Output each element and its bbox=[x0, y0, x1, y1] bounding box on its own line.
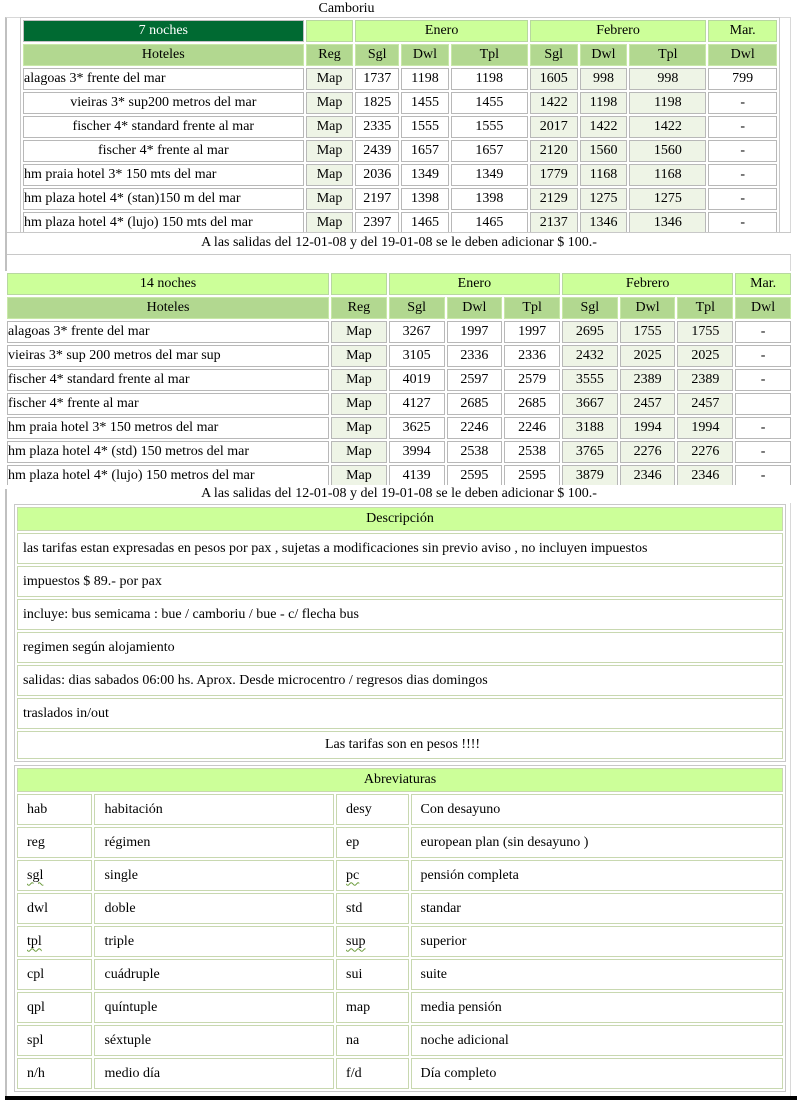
febrero-sgl-cell: 3555 bbox=[562, 369, 618, 391]
enero-tpl-cell: 1455 bbox=[451, 92, 528, 114]
enero-sgl-cell: 3267 bbox=[389, 321, 445, 343]
column-header-hoteles: Hoteles bbox=[7, 297, 329, 319]
abbreviation-text: cpl bbox=[27, 966, 45, 982]
regime-cell: Map bbox=[306, 188, 354, 210]
meaning-cell bbox=[94, 992, 334, 1023]
enero-sgl-cell: 3994 bbox=[389, 441, 445, 463]
table-row bbox=[7, 393, 791, 415]
regime-cell: Map bbox=[306, 116, 354, 138]
febrero-sgl-cell: 3667 bbox=[562, 393, 618, 415]
marzo-dwl-cell: - bbox=[735, 345, 791, 367]
febrero-tpl-cell: 2025 bbox=[677, 345, 733, 367]
meaning-text: medio día bbox=[104, 1065, 161, 1081]
page-title: Camboriu bbox=[318, 1, 375, 16]
febrero-tpl-cell: 1198 bbox=[629, 92, 706, 114]
enero-dwl-cell: 1657 bbox=[401, 140, 449, 162]
abbreviation-row bbox=[17, 992, 783, 1023]
abbreviation-cell bbox=[336, 1025, 408, 1056]
months-header-row bbox=[7, 273, 791, 295]
month-header-febrero: Febrero bbox=[562, 273, 733, 295]
month-header-febrero: Febrero bbox=[530, 20, 707, 42]
febrero-dwl-cell: 1346 bbox=[580, 212, 628, 234]
febrero-dwl-cell: 2025 bbox=[620, 345, 676, 367]
column-header-reg: Reg bbox=[331, 297, 387, 319]
febrero-dwl-cell: 1994 bbox=[620, 417, 676, 439]
meaning-text: media pensión bbox=[420, 999, 502, 1015]
enero-dwl-cell: 2597 bbox=[447, 369, 503, 391]
column-header-row bbox=[23, 44, 777, 66]
column-header-tpl: Tpl bbox=[504, 297, 560, 319]
abbreviation-text: f/d bbox=[346, 1065, 362, 1081]
febrero-tpl-cell: 1994 bbox=[677, 417, 733, 439]
abbreviation-cell bbox=[336, 926, 408, 957]
table-row bbox=[23, 164, 777, 186]
meaning-text: Con desayuno bbox=[420, 801, 501, 817]
febrero-sgl-cell: 1779 bbox=[530, 164, 578, 186]
meaning-cell bbox=[411, 794, 783, 825]
hotel-name-cell: hm plaza hotel 4* (std) 150 metros del mar bbox=[7, 441, 329, 463]
febrero-tpl-cell: 1168 bbox=[629, 164, 706, 186]
abbreviation-text: std bbox=[346, 900, 363, 916]
table-row bbox=[7, 441, 791, 463]
meaning-text: doble bbox=[104, 900, 136, 916]
febrero-tpl-cell: 2457 bbox=[677, 393, 733, 415]
months-header-row bbox=[23, 20, 777, 42]
febrero-dwl-cell: 2389 bbox=[620, 369, 676, 391]
meaning-cell bbox=[94, 1025, 334, 1056]
febrero-tpl-cell: 998 bbox=[629, 68, 706, 90]
hotel-name-cell: vieiras 3* sup200 metros del mar bbox=[23, 92, 304, 114]
abbreviations-body bbox=[17, 794, 783, 1089]
febrero-tpl-cell: 1275 bbox=[629, 188, 706, 210]
febrero-tpl-cell: 1422 bbox=[629, 116, 706, 138]
abbreviation-text: ep bbox=[346, 834, 360, 850]
column-header-sgl: Sgl bbox=[355, 44, 399, 66]
meaning-text: quíntuple bbox=[104, 999, 158, 1015]
marzo-dwl-cell: - bbox=[735, 441, 791, 463]
febrero-sgl-cell: 3879 bbox=[562, 465, 618, 487]
table-row bbox=[23, 116, 777, 138]
enero-sgl-cell: 3105 bbox=[389, 345, 445, 367]
enero-dwl-cell: 2595 bbox=[447, 465, 503, 487]
enero-tpl-cell: 2579 bbox=[504, 369, 560, 391]
abbreviation-text: na bbox=[346, 1032, 360, 1048]
description-item: traslados in/out bbox=[17, 698, 783, 729]
marzo-dwl-cell: - bbox=[708, 164, 777, 186]
abbreviation-cell bbox=[17, 794, 92, 825]
marzo-dwl-cell: - bbox=[708, 92, 777, 114]
enero-tpl-cell: 1398 bbox=[451, 188, 528, 210]
enero-dwl-cell: 2246 bbox=[447, 417, 503, 439]
abbreviation-cell bbox=[336, 1058, 408, 1089]
enero-tpl-cell: 2595 bbox=[504, 465, 560, 487]
enero-tpl-cell: 2246 bbox=[504, 417, 560, 439]
abbreviation-cell bbox=[17, 926, 92, 957]
enero-sgl-cell: 2036 bbox=[355, 164, 399, 186]
abbreviation-text: sui bbox=[346, 966, 363, 982]
enero-dwl-cell: 1198 bbox=[401, 68, 449, 90]
rates-table-14-nights bbox=[5, 271, 793, 489]
column-header-dwl: Dwl bbox=[708, 44, 777, 66]
hotel-name-cell: vieiras 3* sup 200 metros del mar sup bbox=[7, 345, 329, 367]
enero-sgl-cell: 2439 bbox=[355, 140, 399, 162]
meaning-cell bbox=[411, 959, 783, 990]
regime-cell: Map bbox=[306, 140, 354, 162]
marzo-dwl-cell: - bbox=[735, 465, 791, 487]
febrero-sgl-cell: 2137 bbox=[530, 212, 578, 234]
abbreviations-table bbox=[14, 765, 786, 1092]
abbreviation-row bbox=[17, 860, 783, 891]
column-header-dwl: Dwl bbox=[735, 297, 791, 319]
hotel-name-cell: hm praia hotel 3* 150 metros del mar bbox=[7, 417, 329, 439]
meaning-text: noche adicional bbox=[420, 1032, 509, 1048]
enero-sgl-cell: 2335 bbox=[355, 116, 399, 138]
abbreviation-row bbox=[17, 926, 783, 957]
meaning-text: Día completo bbox=[420, 1065, 497, 1081]
meaning-cell bbox=[94, 827, 334, 858]
month-header-enero: Enero bbox=[355, 20, 527, 42]
febrero-sgl-cell: 2017 bbox=[530, 116, 578, 138]
column-header-sgl: Sgl bbox=[530, 44, 578, 66]
enero-tpl-cell: 1555 bbox=[451, 116, 528, 138]
description-item: incluye: bus semicama : bue / camboriu / bue - c/ flecha bus bbox=[17, 599, 783, 630]
column-header-dwl: Dwl bbox=[401, 44, 449, 66]
enero-tpl-cell: 1198 bbox=[451, 68, 528, 90]
month-header-marzo: Mar. bbox=[708, 20, 777, 42]
regime-cell: Map bbox=[306, 68, 354, 90]
hotel-name-cell: hm plaza hotel 4* (lujo) 150 metros del mar bbox=[7, 465, 329, 487]
abbreviation-row bbox=[17, 794, 783, 825]
meaning-text: séxtuple bbox=[104, 1032, 152, 1048]
hotel-name-cell: fischer 4* frente al mar bbox=[7, 393, 329, 415]
meaning-cell bbox=[411, 992, 783, 1023]
enero-tpl-cell: 2336 bbox=[504, 345, 560, 367]
meaning-cell bbox=[411, 860, 783, 891]
nights-label: 7 noches bbox=[23, 20, 304, 42]
marzo-dwl-cell: - bbox=[708, 140, 777, 162]
meaning-cell bbox=[411, 926, 783, 957]
regime-cell: Map bbox=[331, 345, 387, 367]
febrero-dwl-cell: 1755 bbox=[620, 321, 676, 343]
abbreviation-cell bbox=[336, 827, 408, 858]
enero-sgl-cell: 1737 bbox=[355, 68, 399, 90]
febrero-tpl-cell: 1560 bbox=[629, 140, 706, 162]
meaning-cell bbox=[94, 959, 334, 990]
hotel-name-cell: hm plaza hotel 4* (lujo) 150 mts del mar bbox=[23, 212, 304, 234]
febrero-sgl-cell: 2129 bbox=[530, 188, 578, 210]
febrero-dwl-cell: 1198 bbox=[580, 92, 628, 114]
abbreviation-text: map bbox=[346, 999, 371, 1015]
marzo-dwl-cell bbox=[735, 393, 791, 415]
hotel-name-cell: alagoas 3* frente del mar bbox=[23, 68, 304, 90]
hotel-name-cell: fischer 4* standard frente al mar bbox=[7, 369, 329, 391]
marzo-dwl-cell: - bbox=[735, 417, 791, 439]
meaning-cell bbox=[411, 893, 783, 924]
febrero-dwl-cell: 1168 bbox=[580, 164, 628, 186]
surcharge-note: A las salidas del 12-01-08 y del 19-01-08 se le deben adicionar $ 100.- bbox=[7, 232, 791, 255]
febrero-sgl-cell: 1605 bbox=[530, 68, 578, 90]
description-item: las tarifas estan expresadas en pesos por pax , sujetas a modificaciones sin previo aviso , no incluyen impuestos bbox=[17, 533, 783, 564]
description-item: salidas: dias sabados 06:00 hs. Aprox. Desde microcentro / regresos dias domingos bbox=[17, 665, 783, 696]
abbreviation-text: sgl bbox=[27, 867, 44, 883]
column-header-dwl: Dwl bbox=[447, 297, 503, 319]
enero-dwl-cell: 2336 bbox=[447, 345, 503, 367]
meaning-text: standar bbox=[420, 900, 461, 916]
table-row bbox=[23, 140, 777, 162]
abbreviation-text: hab bbox=[27, 801, 48, 817]
febrero-dwl-cell: 1275 bbox=[580, 188, 628, 210]
description-heading: Descripción bbox=[17, 507, 783, 531]
meaning-text: cuádruple bbox=[104, 966, 160, 982]
abbreviation-text: tpl bbox=[27, 933, 42, 949]
column-header-dwl: Dwl bbox=[580, 44, 628, 66]
meaning-cell bbox=[411, 827, 783, 858]
description-table bbox=[14, 504, 786, 762]
description-item: regimen según alojamiento bbox=[17, 632, 783, 663]
meaning-cell bbox=[94, 860, 334, 891]
abbreviation-row bbox=[17, 893, 783, 924]
febrero-sgl-cell: 2695 bbox=[562, 321, 618, 343]
table-row bbox=[7, 345, 791, 367]
abbreviation-row bbox=[17, 1058, 783, 1089]
abbreviation-cell bbox=[336, 959, 408, 990]
description-item: impuestos $ 89.- por pax bbox=[17, 566, 783, 597]
febrero-tpl-cell: 2276 bbox=[677, 441, 733, 463]
febrero-sgl-cell: 3765 bbox=[562, 441, 618, 463]
description-footer: Las tarifas son en pesos !!!! bbox=[17, 731, 783, 759]
enero-sgl-cell: 4127 bbox=[389, 393, 445, 415]
enero-dwl-cell: 1465 bbox=[401, 212, 449, 234]
rates-table-body bbox=[7, 321, 791, 487]
abbreviation-row bbox=[17, 827, 783, 858]
month-header-marzo: Mar. bbox=[735, 273, 791, 295]
febrero-dwl-cell: 2457 bbox=[620, 393, 676, 415]
abbreviation-cell bbox=[17, 992, 92, 1023]
febrero-sgl-cell: 1422 bbox=[530, 92, 578, 114]
rates-table-7-nights bbox=[20, 17, 780, 237]
blank-header-cell bbox=[331, 273, 387, 295]
abbreviation-cell bbox=[17, 827, 92, 858]
table-row bbox=[7, 465, 791, 487]
enero-dwl-cell: 1455 bbox=[401, 92, 449, 114]
column-header-reg: Reg bbox=[306, 44, 354, 66]
enero-tpl-cell: 1465 bbox=[451, 212, 528, 234]
enero-dwl-cell: 1398 bbox=[401, 188, 449, 210]
abbreviation-cell bbox=[17, 893, 92, 924]
febrero-dwl-cell: 2346 bbox=[620, 465, 676, 487]
abbreviation-text: desy bbox=[346, 801, 372, 817]
hotel-name-cell: hm plaza hotel 4* (stan)150 m del mar bbox=[23, 188, 304, 210]
regime-cell: Map bbox=[331, 369, 387, 391]
hotel-name-cell: fischer 4* standard frente al mar bbox=[23, 116, 304, 138]
enero-dwl-cell: 1997 bbox=[447, 321, 503, 343]
blank-header-cell bbox=[306, 20, 354, 42]
abbreviation-text: reg bbox=[27, 834, 45, 850]
bottom-border bbox=[5, 1096, 797, 1100]
abbreviation-cell bbox=[17, 1058, 92, 1089]
abbreviation-text: n/h bbox=[27, 1065, 45, 1081]
febrero-sgl-cell: 2432 bbox=[562, 345, 618, 367]
enero-dwl-cell: 2538 bbox=[447, 441, 503, 463]
meaning-cell bbox=[94, 893, 334, 924]
column-header-tpl: Tpl bbox=[629, 44, 706, 66]
regime-cell: Map bbox=[306, 164, 354, 186]
regime-cell: Map bbox=[331, 321, 387, 343]
meaning-text: triple bbox=[104, 933, 135, 949]
enero-sgl-cell: 2397 bbox=[355, 212, 399, 234]
meaning-text: pensión completa bbox=[420, 867, 519, 883]
abbreviation-cell bbox=[336, 794, 408, 825]
enero-sgl-cell: 4019 bbox=[389, 369, 445, 391]
abbreviations-heading: Abreviaturas bbox=[17, 768, 783, 792]
febrero-dwl-cell: 1560 bbox=[580, 140, 628, 162]
enero-tpl-cell: 2538 bbox=[504, 441, 560, 463]
enero-sgl-cell: 1825 bbox=[355, 92, 399, 114]
column-header-sgl: Sgl bbox=[389, 297, 445, 319]
regime-cell: Map bbox=[331, 417, 387, 439]
column-header-tpl: Tpl bbox=[451, 44, 528, 66]
meaning-cell bbox=[94, 794, 334, 825]
febrero-dwl-cell: 998 bbox=[580, 68, 628, 90]
enero-dwl-cell: 2685 bbox=[447, 393, 503, 415]
abbreviation-row bbox=[17, 1025, 783, 1056]
regime-cell: Map bbox=[331, 393, 387, 415]
marzo-dwl-cell: - bbox=[708, 188, 777, 210]
abbreviation-cell bbox=[336, 860, 408, 891]
abbreviation-text: sup bbox=[346, 933, 366, 949]
hotel-name-cell: fischer 4* frente al mar bbox=[23, 140, 304, 162]
regime-cell: Map bbox=[331, 441, 387, 463]
abbreviation-row bbox=[17, 959, 783, 990]
table-row bbox=[23, 68, 777, 90]
regime-cell: Map bbox=[306, 212, 354, 234]
enero-tpl-cell: 1657 bbox=[451, 140, 528, 162]
meaning-cell bbox=[411, 1058, 783, 1089]
febrero-dwl-cell: 1422 bbox=[580, 116, 628, 138]
febrero-tpl-cell: 2389 bbox=[677, 369, 733, 391]
table-row bbox=[7, 369, 791, 391]
abbreviation-text: qpl bbox=[27, 999, 45, 1015]
abbreviation-cell bbox=[336, 992, 408, 1023]
marzo-dwl-cell: - bbox=[735, 321, 791, 343]
enero-tpl-cell: 1997 bbox=[504, 321, 560, 343]
nights-label: 14 noches bbox=[7, 273, 329, 295]
enero-tpl-cell: 2685 bbox=[504, 393, 560, 415]
table-row bbox=[23, 92, 777, 114]
table-row bbox=[7, 321, 791, 343]
table-row bbox=[23, 188, 777, 210]
column-header-hoteles: Hoteles bbox=[23, 44, 304, 66]
abbreviation-cell bbox=[336, 893, 408, 924]
enero-dwl-cell: 1349 bbox=[401, 164, 449, 186]
hotel-name-cell: alagoas 3* frente del mar bbox=[7, 321, 329, 343]
meaning-text: single bbox=[104, 867, 138, 883]
abbreviation-text: spl bbox=[27, 1032, 44, 1048]
meaning-text: superior bbox=[420, 933, 467, 949]
marzo-dwl-cell: - bbox=[708, 116, 777, 138]
marzo-dwl-cell: - bbox=[735, 369, 791, 391]
meaning-text: habitación bbox=[104, 801, 163, 817]
abbreviation-text: dwl bbox=[27, 900, 48, 916]
enero-dwl-cell: 1555 bbox=[401, 116, 449, 138]
rates-table-body bbox=[23, 68, 777, 234]
meaning-cell bbox=[411, 1025, 783, 1056]
hotel-name-cell: hm praia hotel 3* 150 mts del mar bbox=[23, 164, 304, 186]
enero-sgl-cell: 3625 bbox=[389, 417, 445, 439]
febrero-sgl-cell: 3188 bbox=[562, 417, 618, 439]
enero-sgl-cell: 4139 bbox=[389, 465, 445, 487]
column-header-row bbox=[7, 297, 791, 319]
enero-tpl-cell: 1349 bbox=[451, 164, 528, 186]
table-row bbox=[7, 417, 791, 439]
febrero-dwl-cell: 2276 bbox=[620, 441, 676, 463]
month-header-enero: Enero bbox=[389, 273, 560, 295]
table-row bbox=[23, 212, 777, 234]
meaning-text: european plan (sin desayuno ) bbox=[420, 834, 589, 850]
abbreviation-cell bbox=[17, 959, 92, 990]
meaning-cell bbox=[94, 1058, 334, 1089]
febrero-tpl-cell: 2346 bbox=[677, 465, 733, 487]
surcharge-note: A las salidas del 12-01-08 y del 19-01-08 se le deben adicionar $ 100.- bbox=[7, 485, 791, 503]
abbreviation-cell bbox=[17, 860, 92, 891]
meaning-text: suite bbox=[420, 966, 447, 982]
meaning-text: régimen bbox=[104, 834, 151, 850]
enero-sgl-cell: 2197 bbox=[355, 188, 399, 210]
febrero-sgl-cell: 2120 bbox=[530, 140, 578, 162]
column-header-tpl: Tpl bbox=[677, 297, 733, 319]
febrero-tpl-cell: 1755 bbox=[677, 321, 733, 343]
marzo-dwl-cell: - bbox=[708, 212, 777, 234]
abbreviation-text: pc bbox=[346, 867, 360, 883]
regime-cell: Map bbox=[331, 465, 387, 487]
febrero-tpl-cell: 1346 bbox=[629, 212, 706, 234]
marzo-dwl-cell: 799 bbox=[708, 68, 777, 90]
abbreviation-cell bbox=[17, 1025, 92, 1056]
regime-cell: Map bbox=[306, 92, 354, 114]
meaning-cell bbox=[94, 926, 334, 957]
column-header-dwl: Dwl bbox=[620, 297, 676, 319]
column-header-sgl: Sgl bbox=[562, 297, 618, 319]
